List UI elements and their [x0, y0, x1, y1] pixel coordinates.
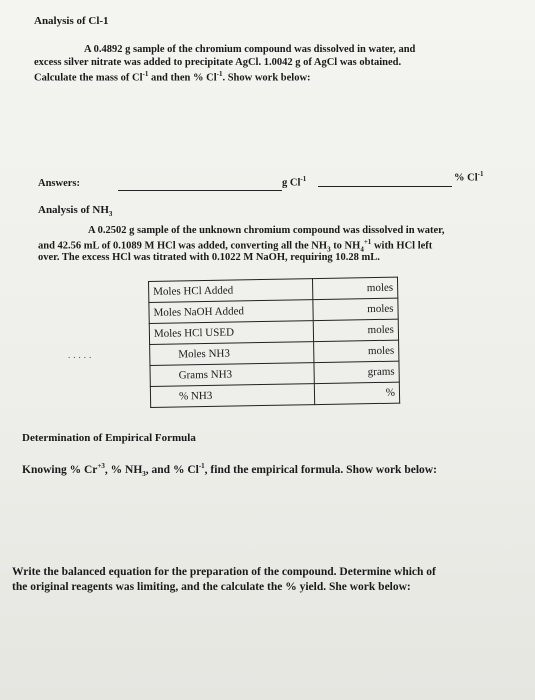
ammonia-paragraph-line3: over. The excess HCl was titrated with 0.1022 M NaOH, requiring 10.28 mL. [38, 252, 380, 263]
empirical-formula-heading: Determination of Empirical Formula [22, 432, 196, 444]
ammonia-paragraph-line2: and 42.56 mL of 0.1089 M HCl was added, converting all the $NH_3$ to $NH_4^{+1}$ with HCl left [38, 238, 433, 254]
chloride-analysis-heading: Analysis of Cl-1 [34, 15, 109, 27]
margin-dots: ..... [68, 350, 95, 360]
table-row [150, 382, 399, 407]
balanced-equation-instruction-line1: Write the balanced equation for the preparation of the compound. Determine which of [12, 566, 436, 578]
row-unit[interactable]: moles [313, 340, 399, 362]
row-unit[interactable]: % [314, 382, 400, 404]
balanced-equation-instruction-line2: the original reagents was limiting, and the calculate the % yield. She work below: [12, 581, 411, 593]
row-label: Grams NH3 [150, 363, 314, 387]
row-unit[interactable]: moles [313, 319, 399, 341]
row-label: Moles HCl Added [149, 279, 313, 303]
ammonia-data-table [148, 277, 400, 408]
row-label: Moles HCl USED [149, 321, 313, 345]
row-unit[interactable]: moles [312, 298, 398, 320]
mass-cl-unit: g $Cl^{-1}$ [282, 175, 307, 189]
row-label: Moles NH3 [150, 342, 314, 366]
ammonia-analysis-heading: Analysis of $NH_3$ [38, 204, 113, 219]
row-label: % NH3 [150, 384, 314, 408]
answers-label: Answers: [38, 178, 80, 189]
ammonia-paragraph-line1: A 0.2502 g sample of the unknown chromium compound was dissolved in water, [88, 225, 445, 236]
chloride-paragraph-line3: Calculate the mass of $Cl^{-1}$ and then % $Cl^{-1}$. Show work below: [34, 70, 311, 84]
mass-cl-answer-blank[interactable] [118, 190, 282, 191]
chloride-paragraph-line2: excess silver nitrate was added to precipitate AgCl. 1.0042 g of AgCl was obtained. [34, 57, 402, 68]
percent-cl-answer-blank[interactable] [318, 186, 452, 187]
percent-cl-unit: % $Cl^{-1}$ [454, 170, 484, 184]
row-unit[interactable]: moles [312, 277, 398, 299]
row-label: Moles NaOH Added [149, 300, 313, 324]
empirical-formula-instruction: Knowing % $Cr^{+3}$, % $NH_3$, and % $Cl^{-1}$, find the empirical formula. Show work below: [22, 462, 437, 479]
row-unit[interactable]: grams [313, 361, 399, 383]
chloride-paragraph-line1: A 0.4892 g sample of the chromium compound was dissolved in water, and [84, 44, 416, 55]
